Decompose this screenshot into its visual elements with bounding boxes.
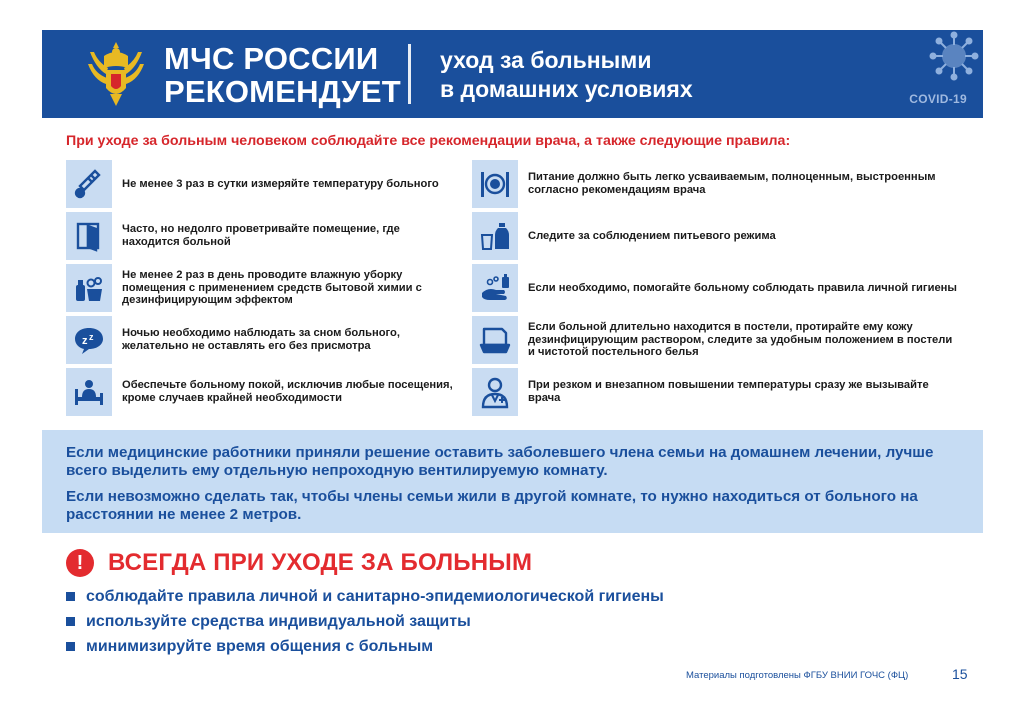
recommendation-item (66, 160, 458, 208)
subject-title (440, 46, 693, 104)
recommendation-text: Следите за соблюдением питьевого режима (528, 229, 776, 242)
recommendation-item (472, 316, 962, 364)
recommendation-text: Если больной длительно находится в постели, протирайте ему кожу дезинфицирующим раствором, следите за удобным положением в постели и чистотой постельного белья (528, 321, 953, 359)
list-item (66, 584, 664, 609)
info-paragraph-1: Если медицинские работники приняли решение оставить заболевшего члена семьи на домашнем лечении, лучше всего выделить ему отдельную непроходную вентилируемую комнату. (66, 444, 934, 479)
org-title (164, 42, 401, 108)
recommendation-item (66, 264, 458, 312)
header-banner (42, 30, 983, 118)
org-title-line1: МЧС РОССИИ (164, 41, 379, 76)
subject-title-line2: в домашних условиях (440, 76, 693, 102)
recommendation-item (472, 212, 962, 260)
intro-text: При уходе за больным человеком соблюдайте все рекомендации врача, а также следующие правила: (66, 133, 791, 149)
recommendation-item (472, 264, 962, 312)
list-item (66, 609, 664, 634)
always-list (66, 584, 664, 659)
info-paragraph-2: Если невозможно сделать так, чтобы члены семьи жили в другой комнате, то нужно находиться от больного на расстоянии не менее 2 метров. (66, 488, 918, 523)
org-title-line2: РЕКОМЕНДУЕТ (164, 74, 401, 109)
always-title: ВСЕГДА ПРИ УХОДЕ ЗА БОЛЬНЫМ (108, 549, 533, 576)
plate-cutlery-icon (478, 167, 512, 201)
info-box (42, 430, 983, 533)
recommendation-text: Если необходимо, помогайте больному соблюдать правила личной гигиены (528, 281, 957, 294)
emblem-icon (86, 38, 146, 110)
always-heading (66, 549, 532, 577)
recommendation-item (472, 368, 962, 416)
recommendation-item (66, 368, 458, 416)
bed-sheet-icon (478, 323, 512, 357)
svg-text:z: z (82, 335, 88, 347)
bullet-square-icon (66, 592, 75, 601)
recommendation-item (66, 316, 458, 364)
recommendation-text: Не менее 3 раз в сутки измеряйте температуру больного (122, 177, 439, 190)
bullet-square-icon (66, 617, 75, 626)
recommendation-text: При резком и внезапном повышении температуры сразу же вызывайте врача (528, 379, 929, 404)
covid-label: COVID-19 (909, 92, 967, 106)
recommendation-text: Не менее 2 раз в день проводите влажную уборку помещения с применением средств бытовой химии с дезинфицирующим эффектом (122, 269, 422, 307)
list-item-text: используйте средства индивидуальной защиты (86, 612, 471, 630)
recommendation-item (472, 160, 962, 208)
cleaning-supplies-icon (72, 271, 106, 305)
subject-title-line1: уход за больными (440, 47, 652, 73)
footer-credit: Материалы подготовлены ФГБУ ВНИИ ГОЧС (ФЦ) (686, 670, 909, 681)
thermometer-icon (72, 167, 106, 201)
svg-text:z: z (89, 332, 94, 342)
patient-bed-icon (72, 375, 106, 409)
window-icon (72, 219, 106, 253)
virus-icon (926, 30, 982, 86)
recommendation-text: Часто, но недолго проветривайте помещение, где находится больной (122, 223, 400, 248)
hand-washing-icon (478, 271, 512, 305)
exclamation-icon: ! (66, 549, 94, 577)
header-divider (408, 44, 411, 104)
list-item-text: минимизируйте время общения с больным (86, 637, 434, 655)
water-bottle-icon (478, 219, 512, 253)
page-number: 15 (952, 666, 968, 682)
recommendation-text: Питание должно быть легко усваиваемым, полноценным, выстроенным согласно рекомендациям врача (528, 171, 936, 196)
recommendation-item (66, 212, 458, 260)
sleep-icon (72, 323, 106, 357)
doctor-icon (478, 375, 512, 409)
bullet-square-icon (66, 642, 75, 651)
list-item (66, 634, 664, 659)
recommendation-text: Ночью необходимо наблюдать за сном больного, желательно не оставлять его без присмотра (122, 327, 400, 352)
list-item-text: соблюдайте правила личной и санитарно-эпидемиологической гигиены (86, 587, 664, 605)
recommendation-text: Обеспечьте больному покой, исключив любые посещения, кроме случаев крайней необходимости (122, 379, 453, 404)
